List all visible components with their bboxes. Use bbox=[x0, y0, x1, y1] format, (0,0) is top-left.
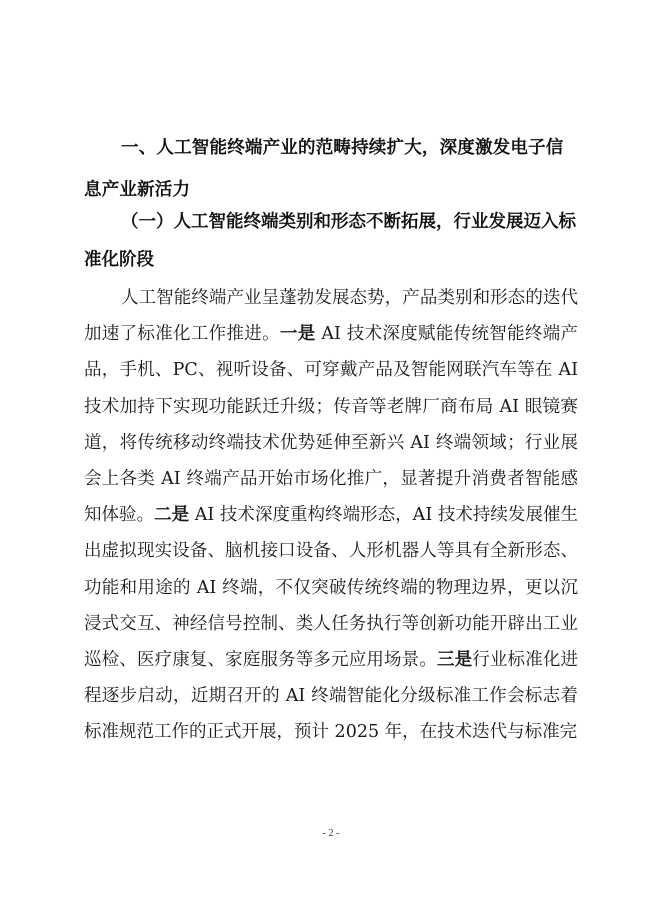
point-three-marker: 三是 bbox=[436, 650, 473, 671]
subsection-heading: （一）人工智能终端类别和形态不断拓展，行业发展迈入标准化阶段 bbox=[84, 212, 576, 270]
point-two-marker: 二是 bbox=[154, 505, 190, 526]
paragraph-text-2: AI 技术深度赋能传统智能终端产品，手机、PC、视听设备、可穿戴产品及智能网联汽车等在 AI 技术加持下实现功能跃迁升级；传音等老牌厂商布局 AI 眼镜赛道，将传统移动终端技术优势延伸至新兴 AI 终端领域；行业展会上各类 AI 终端产品开始市场化推广，显著提升消费者智能感知体验。 bbox=[84, 324, 579, 526]
paragraph-text-1: 人工智能终端产业呈蓬勃发展态势，产品类别和形态的迭代加速了标准化工作推进。 bbox=[84, 288, 578, 345]
body-paragraph bbox=[84, 280, 578, 751]
point-one-marker: 一是 bbox=[279, 324, 316, 345]
paragraph-text-3: AI 技术深度重构终端形态，AI 技术持续发展催生出虚拟现实设备、脑机接口设备、人形机器人等具有全新形态、功能和用途的 AI 终端，不仅突破传统终端的物理边界，更以沉浸式交互、神经信号控制、类人任务执行等创新功能开辟出工业巡检、医疗康复、家庭服务等多元应用场景。 bbox=[84, 505, 579, 671]
section-heading: 一、人工智能终端产业的范畴持续扩大，深度激发电子信息产业新活力 bbox=[84, 138, 564, 200]
paragraph-text-4: 行业标准化进程逐步启动，近期召开的 AI 终端智能化分级标准工作会标志着标准规范工作的正式开展，预计 2025 年，在技术迭代与标准完 bbox=[84, 650, 579, 743]
page-number: - 2 - bbox=[322, 828, 340, 839]
